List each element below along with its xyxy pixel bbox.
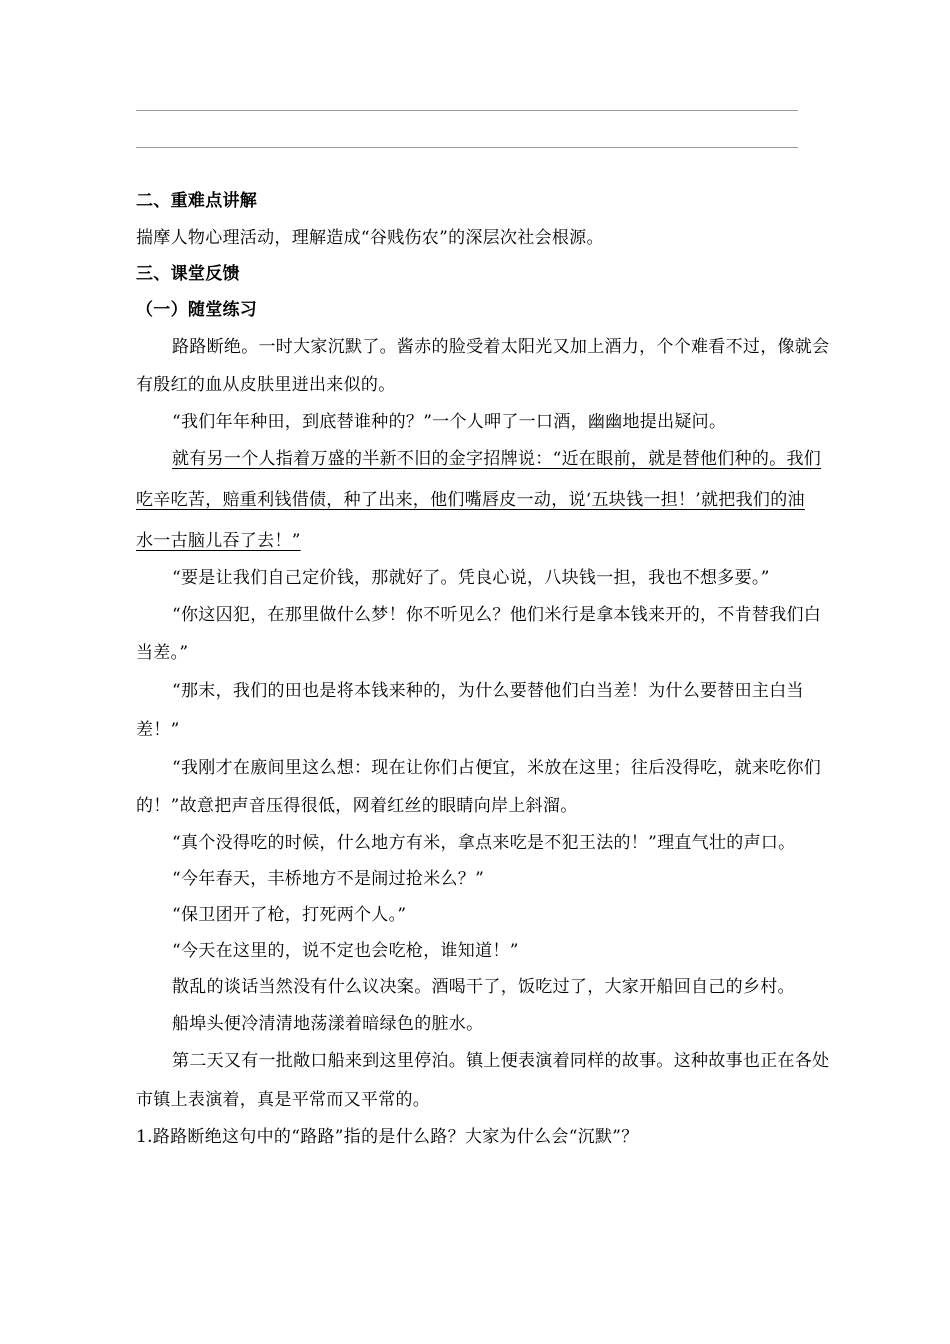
passage-p3-line1: 就有另一个人指着万盛的半新不旧的金字招牌说：“近在眼前，就是替他们种的。我们 — [172, 449, 822, 469]
section2-heading: 二、重难点讲解 — [136, 191, 258, 211]
passage-p9: “今年春天，丰桥地方不是闹过抢米么？” — [172, 869, 485, 889]
passage-p11: “今天在这里的，说不定也会吃枪，谁知道！” — [172, 941, 519, 961]
passage-p7-line1: “我刚才在廒间里这么想：现在让你们占便宜，米放在这里；往后没得吃，就来吃你们 — [172, 758, 822, 778]
section3-heading: 三、课堂反馈 — [136, 264, 240, 284]
passage-p1-line1: 路路断绝。一时大家沉默了。酱赤的脸受着太阳光又加上酒力，个个难看不过，像就会 — [172, 337, 830, 357]
question-1: 1.路路断绝这句中的“路路”指的是什么路？大家为什么会“沉默”？ — [136, 1127, 639, 1147]
passage-p5-line2: 当差。” — [136, 643, 189, 663]
passage-p1-line2: 有殷红的血从皮肤里迸出来似的。 — [136, 375, 396, 395]
answer-line-1 — [136, 110, 798, 111]
passage-p6-line1: “那末，我们的田也是将本钱来种的，为什么要替他们白当差！为什么要替田主白当 — [172, 681, 804, 701]
passage-p7-line2: 的！”故意把声音压得很低，网着红丝的眼睛向岸上斜溜。 — [136, 796, 578, 816]
passage-p3-line2: 吃辛吃苦，赔重利钱借债，种了出来，他们嘴唇皮一动，说‘五块钱一担！’就把我们的油 — [136, 490, 805, 510]
section2-content: 揣摩人物心理活动，理解造成“谷贱伤农”的深层次社会根源。 — [136, 228, 604, 248]
passage-p10: “保卫团开了枪，打死两个人。” — [172, 905, 407, 925]
passage-p8: “真个没得吃的时候，什么地方有米，拿点来吃是不犯王法的！”理直气壮的声口。 — [172, 833, 796, 853]
passage-p4: “要是让我们自己定价钱，那就好了。凭良心说，八块钱一担，我也不想多要。” — [172, 568, 770, 588]
passage-p3-line3: 水一古脑儿吞了去！” — [136, 531, 301, 551]
passage-p14-line1: 第二天又有一批敞口船来到这里停泊。镇上便表演着同样的故事。这种故事也正在各处 — [172, 1051, 830, 1071]
passage-p13: 船埠头便冷清清地荡漾着暗绿色的脏水。 — [172, 1014, 484, 1034]
passage-p6-line2: 差！” — [136, 720, 180, 740]
answer-line-2 — [136, 147, 798, 148]
passage-p14-line2: 市镇上表演着，真是平常而又平常的。 — [136, 1090, 431, 1110]
passage-p2: “我们年年种田，到底替谁种的？”一个人呷了一口酒，幽幽地提出疑问。 — [172, 412, 727, 432]
passage-p12: 散乱的谈话当然没有什么议决案。酒喝干了，饭吃过了，大家开船回自己的乡村。 — [172, 977, 795, 997]
passage-p5-line1: “你这囚犯，在那里做什么梦！你不听见么？他们米行是拿本钱来开的，不肯替我们白 — [172, 605, 822, 625]
section3-subheading: （一）随堂练习 — [136, 300, 258, 320]
